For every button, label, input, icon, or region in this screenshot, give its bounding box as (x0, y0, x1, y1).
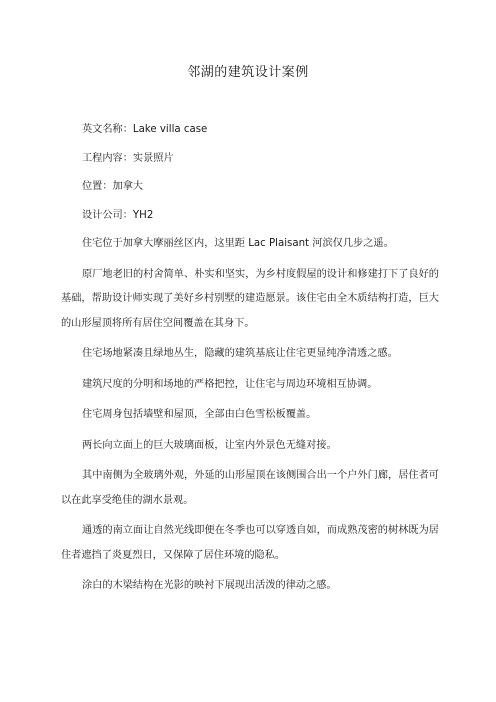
paragraph-project-content: 工程内容：实景照片 (82, 152, 174, 164)
paragraph-glass-panels: 两长向立面上的巨大玻璃面板，让室内外景色无缝对接。 (82, 439, 337, 451)
paragraph-design-company: 设计公司：YH2 (82, 209, 154, 221)
paragraph-natural-light: 通透的南立面让自然光线即便在冬季也可以穿透自如，而成熟茂密的树林既为居住者遮挡了炎夏烈日，又保障了居住环境的隐私。 (61, 525, 439, 561)
paragraph-site-intro: 住宅位于加拿大摩丽丝区内，这里距 Lac Plaisant 河滨仅几步之遥。 (82, 238, 394, 249)
paragraph-white-beams: 涂白的木梁结构在光影的映衬下展现出活泼的律动之感。 (82, 580, 337, 591)
document-title: 邻湖的建筑设计案例 (187, 65, 309, 80)
document-body (61, 118, 439, 605)
paragraph-compact-site: 住宅场地紧凑且绿地丛生，隐藏的建筑基底让住宅更显纯净清透之感。 (82, 348, 398, 359)
paragraph-scale-control: 建筑尺度的分明和场地的严格把控，让住宅与周边环境相互协调。 (82, 378, 378, 390)
paragraph-south-porch: 其中南侧为全玻璃外观，外延的山形屋顶在该侧围合出一个户外门廊，居住者可以在此享受绝佳的湖水景观。 (61, 470, 439, 506)
paragraph-cedar-cladding: 住宅周身包括墙壁和屋顶，全部由白色雪松板覆盖。 (82, 409, 317, 420)
paragraph-location: 位置：加拿大 (82, 181, 144, 192)
paragraph-english-name: 英文名称：Lake villa case (82, 124, 208, 135)
paragraph-original-cottage: 原厂地老旧的村舍简单、朴实和坚实，为乡村度假屋的设计和修建打下了良好的基础，帮助设计师实现了美好乡村别墅的建造愿景。该住宅由全木质结构打造，巨大的山形屋顶将所有居住空间覆盖在其身下。 (61, 268, 439, 329)
